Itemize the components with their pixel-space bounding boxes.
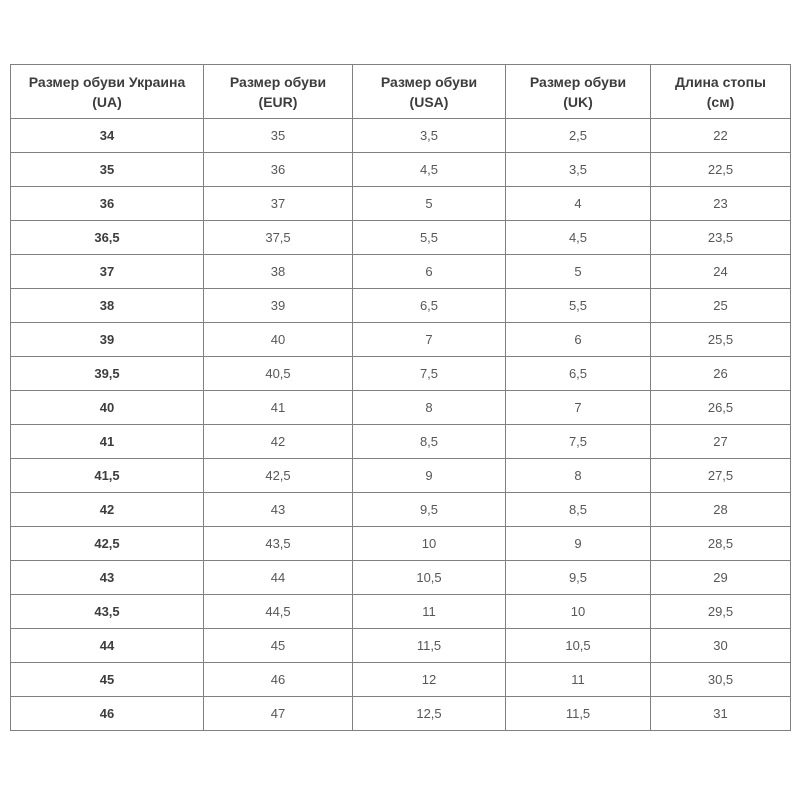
- header-cell-usa: [353, 65, 506, 119]
- cell-cm: 27,5: [651, 459, 791, 493]
- cell-usa: 7: [353, 323, 506, 357]
- cell-eur: 47: [204, 697, 353, 731]
- cell-usa: 6,5: [353, 289, 506, 323]
- cell-eur: 39: [204, 289, 353, 323]
- cell-ua: 41: [11, 425, 204, 459]
- table-row: [11, 425, 791, 459]
- cell-cm: 24: [651, 255, 791, 289]
- table-row: [11, 663, 791, 697]
- cell-usa: 7,5: [353, 357, 506, 391]
- table-row: [11, 595, 791, 629]
- cell-uk: 10,5: [506, 629, 651, 663]
- cell-cm: 29: [651, 561, 791, 595]
- cell-ua: 38: [11, 289, 204, 323]
- cell-eur: 43,5: [204, 527, 353, 561]
- cell-eur: 45: [204, 629, 353, 663]
- cell-uk: 2,5: [506, 119, 651, 153]
- table-row: [11, 255, 791, 289]
- cell-cm: 29,5: [651, 595, 791, 629]
- cell-ua: 35: [11, 153, 204, 187]
- table-row: [11, 187, 791, 221]
- cell-ua: 40: [11, 391, 204, 425]
- cell-uk: 8: [506, 459, 651, 493]
- table-row: [11, 119, 791, 153]
- table-header: [11, 65, 791, 119]
- table-row: [11, 221, 791, 255]
- cell-eur: 41: [204, 391, 353, 425]
- cell-eur: 46: [204, 663, 353, 697]
- table-row: [11, 629, 791, 663]
- header-ua-code: (UA): [92, 93, 122, 110]
- header-foot-length-title: Длина стопы: [674, 73, 767, 90]
- cell-uk: 10: [506, 595, 651, 629]
- cell-eur: 42,5: [204, 459, 353, 493]
- cell-ua: 36: [11, 187, 204, 221]
- cell-cm: 26,5: [651, 391, 791, 425]
- cell-uk: 7: [506, 391, 651, 425]
- cell-cm: 25: [651, 289, 791, 323]
- cell-ua: 34: [11, 119, 204, 153]
- table-row: [11, 459, 791, 493]
- cell-ua: 41,5: [11, 459, 204, 493]
- cell-cm: 23: [651, 187, 791, 221]
- header-row: [11, 65, 791, 119]
- cell-ua: 37: [11, 255, 204, 289]
- cell-uk: 6: [506, 323, 651, 357]
- cell-usa: 11: [353, 595, 506, 629]
- cell-uk: 3,5: [506, 153, 651, 187]
- header-uk-title: Размер обуви: [529, 73, 627, 90]
- table-body: [11, 119, 791, 731]
- cell-cm: 30,5: [651, 663, 791, 697]
- cell-cm: 23,5: [651, 221, 791, 255]
- cell-eur: 35: [204, 119, 353, 153]
- cell-cm: 22: [651, 119, 791, 153]
- cell-usa: 10: [353, 527, 506, 561]
- table-row: [11, 323, 791, 357]
- table-row: [11, 153, 791, 187]
- cell-usa: 8,5: [353, 425, 506, 459]
- cell-ua: 43,5: [11, 595, 204, 629]
- cell-uk: 4,5: [506, 221, 651, 255]
- cell-usa: 12,5: [353, 697, 506, 731]
- header-ua-title: Размер обуви Украина: [28, 73, 186, 90]
- header-cell-eur: [204, 65, 353, 119]
- table-row: [11, 493, 791, 527]
- cell-ua: 42: [11, 493, 204, 527]
- header-usa-title: Размер обуви: [380, 73, 478, 90]
- cell-cm: 30: [651, 629, 791, 663]
- cell-usa: 9: [353, 459, 506, 493]
- header-foot-length-unit: (см): [706, 93, 735, 110]
- header-uk-code: (UK): [563, 93, 593, 110]
- table-row: [11, 697, 791, 731]
- cell-ua: 36,5: [11, 221, 204, 255]
- cell-usa: 10,5: [353, 561, 506, 595]
- cell-eur: 43: [204, 493, 353, 527]
- cell-uk: 11,5: [506, 697, 651, 731]
- cell-ua: 44: [11, 629, 204, 663]
- cell-ua: 46: [11, 697, 204, 731]
- cell-usa: 6: [353, 255, 506, 289]
- header-cell-ua: [11, 65, 204, 119]
- cell-eur: 36: [204, 153, 353, 187]
- cell-eur: 40: [204, 323, 353, 357]
- cell-eur: 38: [204, 255, 353, 289]
- cell-uk: 8,5: [506, 493, 651, 527]
- cell-cm: 25,5: [651, 323, 791, 357]
- cell-uk: 5: [506, 255, 651, 289]
- size-chart-container: [10, 64, 791, 731]
- cell-eur: 37,5: [204, 221, 353, 255]
- header-cell-foot-length: [651, 65, 791, 119]
- table-row: [11, 527, 791, 561]
- cell-cm: 28,5: [651, 527, 791, 561]
- cell-usa: 5: [353, 187, 506, 221]
- header-usa-code: (USA): [409, 93, 449, 110]
- cell-cm: 31: [651, 697, 791, 731]
- cell-usa: 12: [353, 663, 506, 697]
- cell-usa: 8: [353, 391, 506, 425]
- cell-uk: 5,5: [506, 289, 651, 323]
- cell-eur: 42: [204, 425, 353, 459]
- cell-ua: 39,5: [11, 357, 204, 391]
- cell-uk: 9: [506, 527, 651, 561]
- cell-uk: 4: [506, 187, 651, 221]
- cell-usa: 11,5: [353, 629, 506, 663]
- cell-eur: 44,5: [204, 595, 353, 629]
- cell-ua: 45: [11, 663, 204, 697]
- cell-usa: 5,5: [353, 221, 506, 255]
- cell-ua: 42,5: [11, 527, 204, 561]
- cell-cm: 28: [651, 493, 791, 527]
- cell-eur: 40,5: [204, 357, 353, 391]
- cell-eur: 37: [204, 187, 353, 221]
- table-row: [11, 289, 791, 323]
- cell-uk: 7,5: [506, 425, 651, 459]
- cell-cm: 26: [651, 357, 791, 391]
- cell-cm: 27: [651, 425, 791, 459]
- cell-eur: 44: [204, 561, 353, 595]
- cell-uk: 9,5: [506, 561, 651, 595]
- table-row: [11, 561, 791, 595]
- cell-cm: 22,5: [651, 153, 791, 187]
- cell-uk: 6,5: [506, 357, 651, 391]
- header-cell-uk: [506, 65, 651, 119]
- cell-ua: 43: [11, 561, 204, 595]
- cell-usa: 9,5: [353, 493, 506, 527]
- cell-uk: 11: [506, 663, 651, 697]
- table-row: [11, 357, 791, 391]
- table-row: [11, 391, 791, 425]
- cell-ua: 39: [11, 323, 204, 357]
- header-eur-title: Размер обуви: [229, 73, 327, 90]
- cell-usa: 4,5: [353, 153, 506, 187]
- shoe-size-conversion-table: [10, 64, 791, 731]
- header-eur-code: (EUR): [258, 93, 298, 110]
- cell-usa: 3,5: [353, 119, 506, 153]
